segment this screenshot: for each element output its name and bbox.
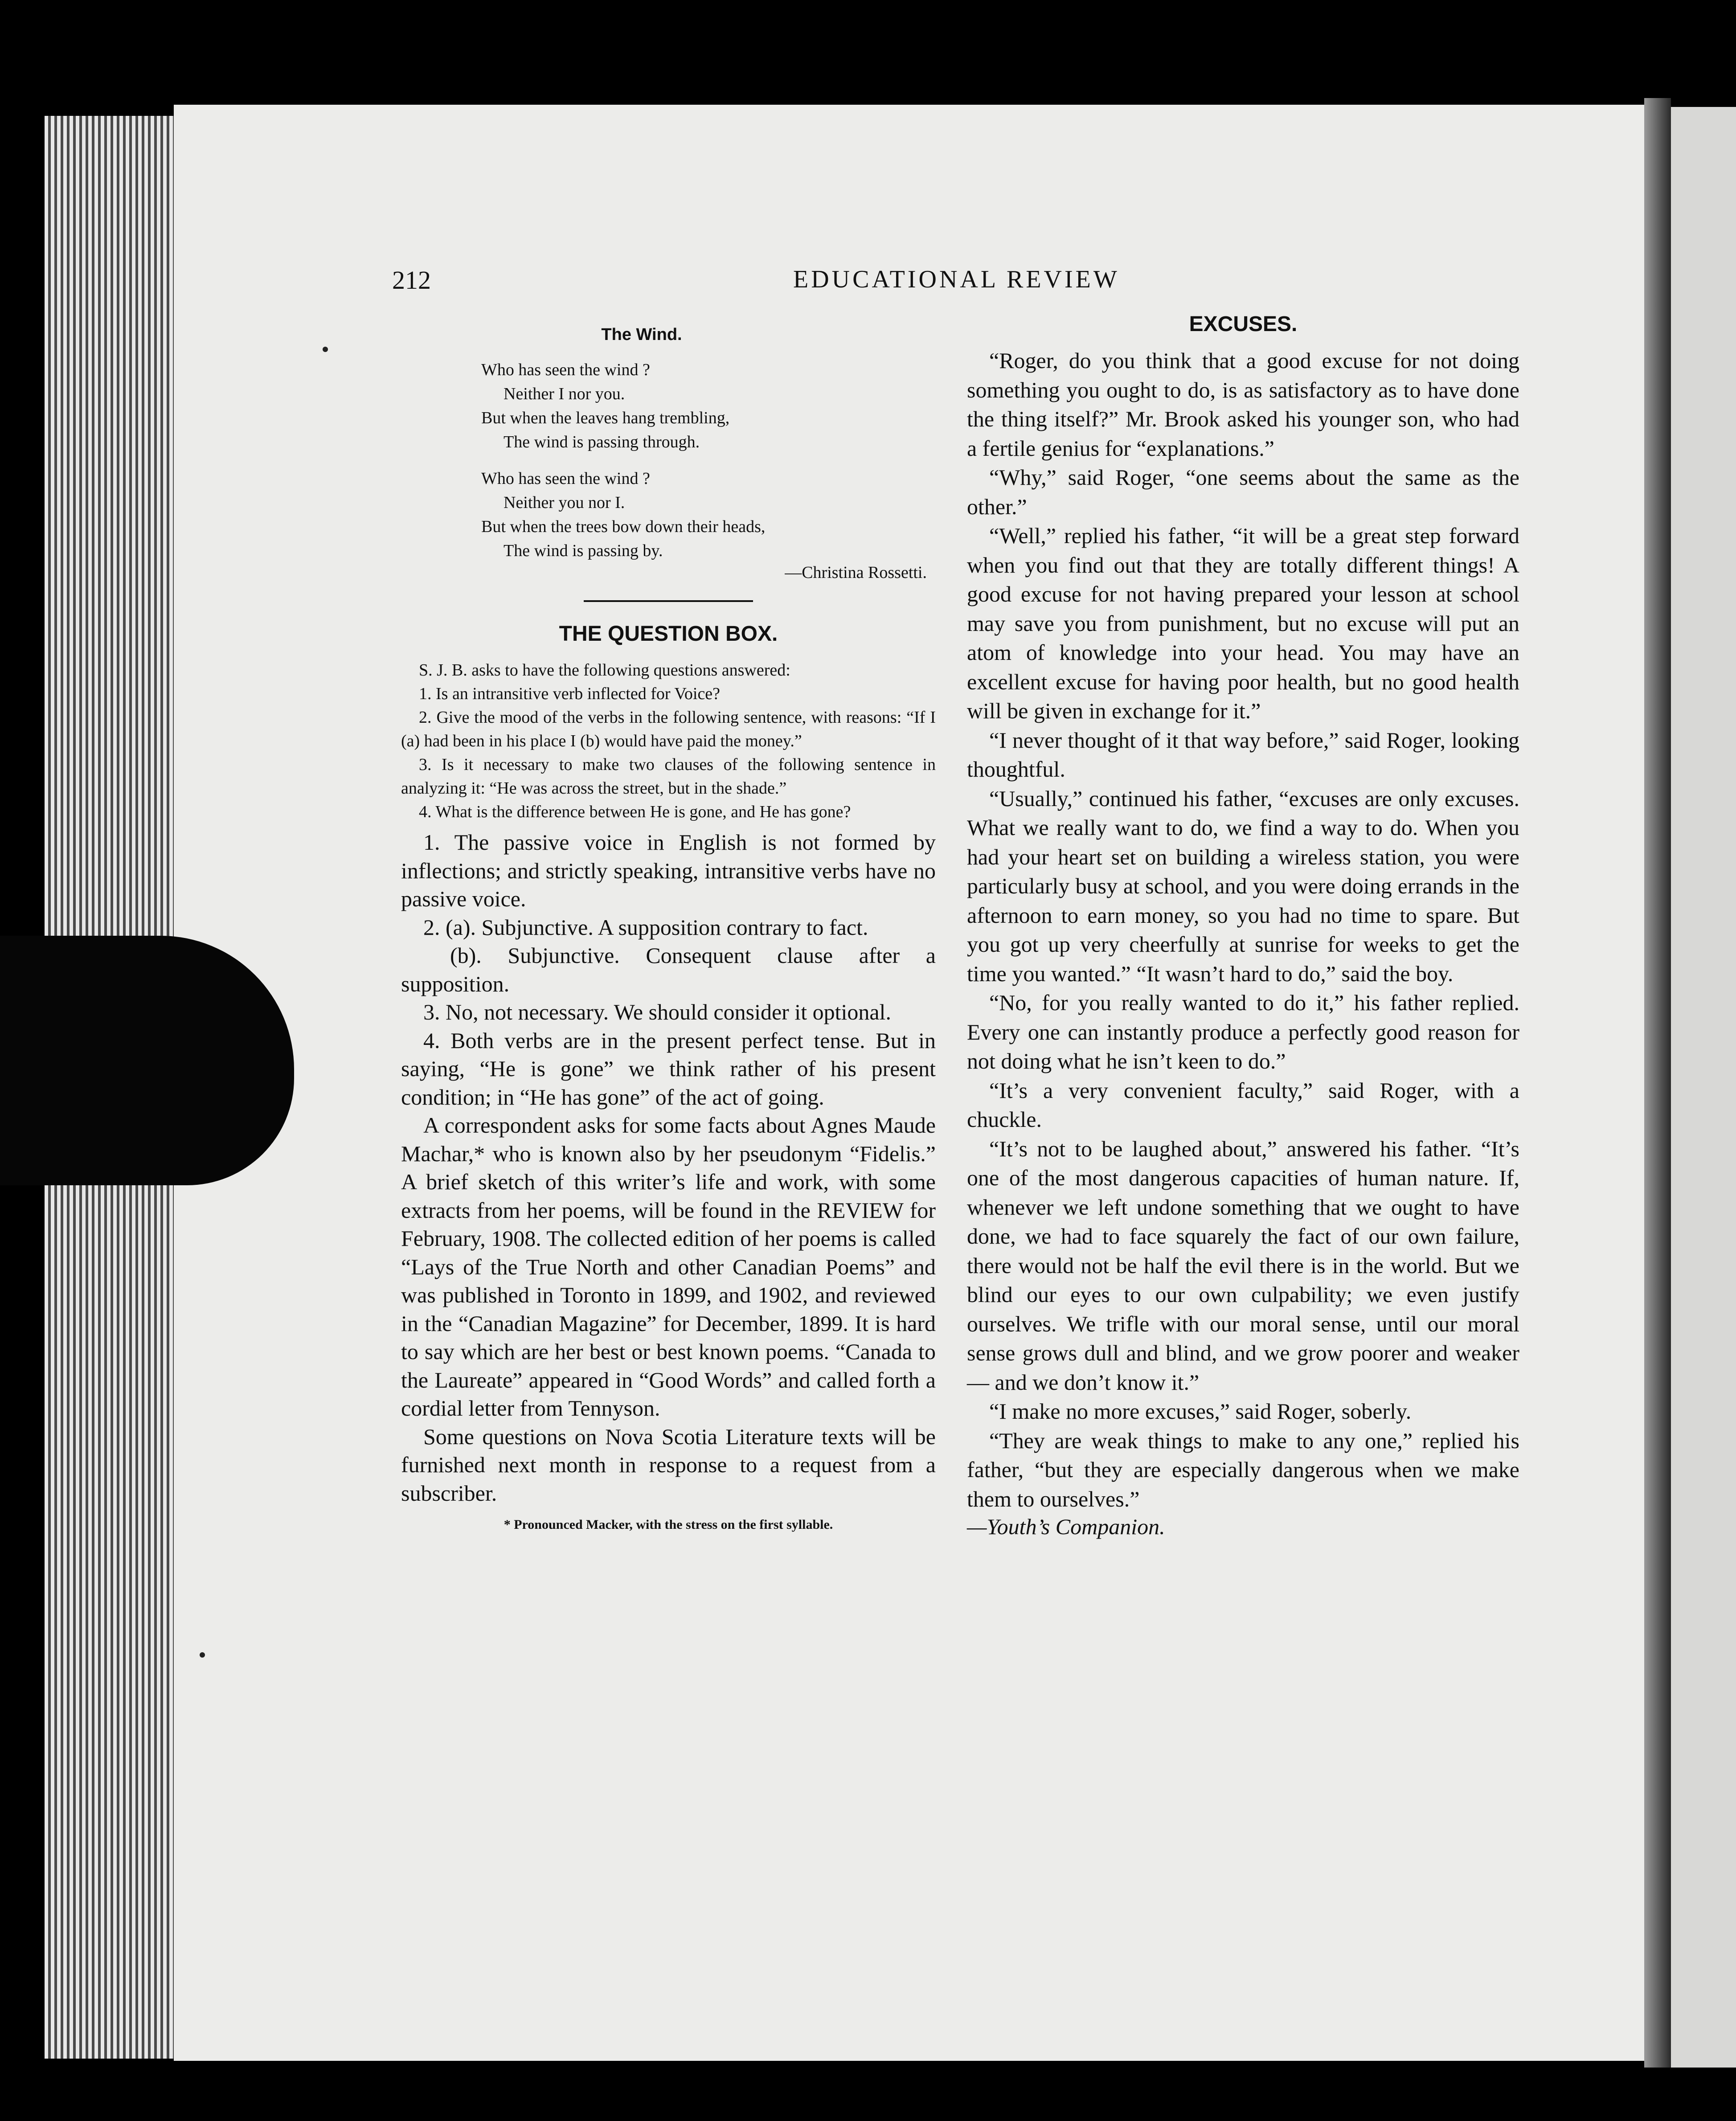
story-paragraph: “No, for you really wanted to do it,” his father replied. Every one can instantly produce a perfectly good reason for not doing what he isn’t keen to do.” — [967, 990, 1519, 1073]
excuses-heading: EXCUSES. — [1189, 312, 1298, 336]
answer: (b). Subjunctive. Consequent clause after a supposition. — [401, 943, 936, 996]
right-column — [967, 312, 1519, 1540]
thumb-shadow — [0, 936, 294, 1185]
question: 4. What is the difference between He is gone, and He has gone? — [419, 803, 851, 821]
poem-line: Neither you nor I. — [504, 493, 625, 512]
answer: Some questions on Nova Scotia Literature texts will be furnished next month in response to a request from a subscriber. — [401, 1424, 936, 1506]
answer: 4. Both verbs are in the present perfect tense. But in saying, “He is gone” we think rather of his present condition; in “He has gone” of the act of going. — [401, 1028, 936, 1110]
section-divider — [584, 600, 753, 602]
question: 3. Is it necessary to make two clauses of the following sentence in analyzing it: “He was across the street, but in the shade.” — [401, 755, 936, 798]
story-paragraph: “It’s a very convenient faculty,” said Roger, with a chuckle. — [967, 1077, 1519, 1132]
answer: 1. The passive voice in English is not formed by inflections; and strictly speaking, intransitive verbs have no passive voice. — [401, 830, 936, 911]
answer: A correspondent asks for some facts about Agnes Maude Machar,* who is known also by her pseudonym “Fidelis.” A brief sketch of this writer’s life and work, with some extracts from her poems, will be found in the REVIEW for February, 1908. The collected edition of her poems is called “Lays of the True North and other Canadian Poems” and was published in Toronto in 1899, and 1902, and reviewed in the “Canadian Magazine” for December, 1899. It is hard to say which are her best or best known poems. “Canada to the Laureate” appeared in “Good Words” and called forth a cordial letter from Tennyson. — [401, 1113, 936, 1421]
poem-line: Who has seen the wind ? — [481, 360, 650, 379]
book-spine — [1644, 98, 1671, 2068]
story-paragraph: “They are weak things to make to any one,” replied his father, “but they are especially dangerous when we make them to ourselves.” — [967, 1428, 1519, 1511]
story-paragraph: “It’s not to be laughed about,” answered his father. “It’s one of the most dangerous capacities of human nature. If, whenever we left undone something that we ought to have done, we had to face squarely the fact of our own failure, there would not be half the evil there is in the world. But we blind our eyes to our own culpability; we even justify ourselves. We trifle with our moral sense, until our moral sense grows dull and blind, and we grow poorer and weaker— and we don’t know it.” — [967, 1136, 1519, 1395]
facing-page-edge — [1671, 107, 1736, 2068]
answer: 2. (a). Subjunctive. A supposition contrary to fact. — [423, 914, 868, 940]
page-header — [392, 265, 1604, 301]
answers — [401, 828, 936, 1507]
question-box-heading: THE QUESTION BOX. — [559, 622, 778, 646]
question: S. J. B. asks to have the following questions answered: — [419, 661, 790, 680]
poem-line: The wind is passing through. — [504, 433, 700, 451]
story-source: —Youth’s Companion. — [967, 1514, 1165, 1539]
left-column — [401, 325, 936, 1532]
poem-title: The Wind. — [601, 325, 682, 344]
poem-line: But when the leaves hang trembling, — [481, 409, 730, 427]
story-paragraph: “I never thought of it that way before,” said Roger, looking thoughtful. — [967, 727, 1519, 782]
story-paragraph: “Usually,” continued his father, “excuses are only excuses. What we really want to do, we find a way to do. When you had your heart set on building a wireless station, you were particularly busy at school, and you were doing errands in the afternoon to earn money, so you had no time to spare. But you got up very cheerfully at sunrise for weeks to get the time you wanted.” “It wasn’t hard to do,” said the boy. — [967, 786, 1519, 986]
story-paragraph: “Well,” replied his father, “it will be a great step forward when you find out that they are totally different things! A good excuse for not having prepared your lesson at school may save you from punishment, but no excuse will put an atom of knowledge into your head. You may have an excellent excuse for having poor health, but no good health will be given in exchange for it.” — [967, 523, 1519, 723]
answer: 3. No, not necessary. We should consider it optional. — [423, 999, 891, 1024]
questions — [401, 659, 936, 824]
speck — [323, 347, 328, 352]
poem-attribution: —Christina Rossetti. — [785, 563, 927, 582]
question: 2. Give the mood of the verbs in the following sentence, with reasons: “If I (a) had been in his place I (b) would have paid the money.” — [401, 708, 936, 750]
poem-stanza — [481, 467, 936, 563]
poem-stanza — [481, 358, 936, 454]
question: 1. Is an intransitive verb inflected for Voice? — [419, 684, 721, 703]
page-number: 212 — [392, 266, 431, 295]
poem-line: Who has seen the wind ? — [481, 469, 650, 488]
story-paragraph: “Why,” said Roger, “one seems about the same as the other.” — [967, 465, 1519, 519]
poem-line: The wind is passing by. — [504, 541, 663, 560]
speck — [200, 1652, 205, 1658]
poem-line: Neither I nor you. — [504, 385, 625, 403]
story-paragraph: “Roger, do you think that a good excuse for not doing something you ought to do, is as satisfactory as to have done the thing itself?” Mr. Brook asked his younger son, who had a fertile genius for “explanations.” — [967, 348, 1519, 461]
story-paragraph: “I make no more excuses,” said Roger, soberly. — [989, 1399, 1412, 1424]
running-title: EDUCATIONAL REVIEW — [793, 266, 1120, 293]
poem-line: But when the trees bow down their heads, — [481, 517, 766, 536]
footnote: * Pronounced Macker, with the stress on the first syllable. — [504, 1517, 833, 1532]
